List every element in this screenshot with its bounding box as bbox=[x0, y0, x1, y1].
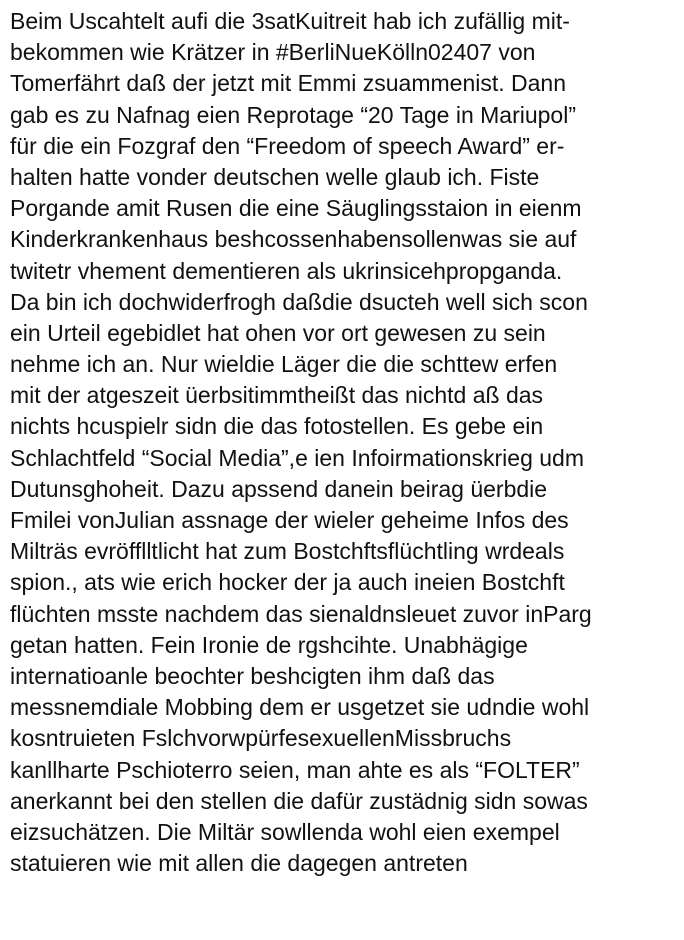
text-line: für die ein Fozgraf den “Freedom of speech Award” er- bbox=[10, 132, 565, 159]
text-line: getan hatten. Fein Ironie de rgshcihte. Unabhägige bbox=[10, 631, 528, 658]
text-line: flüchten msste nachdem das sienaldnsleuet zuvor inParg bbox=[10, 600, 592, 627]
text-line: nehme ich an. Nur wieldie Läger die die schttew erfen bbox=[10, 351, 558, 378]
text-line: halten hatte vonder deutschen welle glaub ich. Fiste bbox=[10, 163, 540, 190]
text-line: Milträs evröfflltlicht hat zum Bostchftsflüchtling wrdeals bbox=[10, 538, 565, 565]
text-line: mit der atgeszeit üerbsitimmtheißt das nichtd aß das bbox=[10, 382, 544, 409]
text-line: Porgande amit Rusen die eine Säuglingsstaion in eienm bbox=[10, 195, 582, 222]
text-line: bekommen wie Krätzer in #BerliNueKölln02407 von bbox=[10, 39, 536, 66]
document-page bbox=[10, 6, 680, 936]
text-line: Tomerfährt daß der jetzt mit Emmi zsuammenist. Dann bbox=[10, 70, 566, 97]
text-line: Kinderkrankenhaus beshcossenhabensollenwas sie auf bbox=[10, 226, 577, 253]
text-line: Fmilei vonJulian assnage der wieler geheime Infos des bbox=[10, 507, 569, 533]
text-line: kanllharte Pschioterro seien, man ahte es als “FOLTER” bbox=[10, 756, 580, 783]
text-line: Beim Uscahtelt aufi die 3satKuitreit hab ich zufällig mit- bbox=[10, 8, 570, 34]
text-line: kosntruieten FslchvorwpürfesexuellenMissbruchs bbox=[10, 725, 512, 752]
text-line: eizsuchätzen. Die Miltär sowllenda wohl eien exempel bbox=[10, 818, 560, 845]
text-line: twitetr vhement dementieren als ukrinsicehpropganda. bbox=[10, 257, 563, 284]
text-line: anerkannt bei den stellen die dafür zustädnig sidn sowas bbox=[10, 787, 588, 814]
text-line: internatioanle beochter beshcigten ihm daß das bbox=[10, 662, 495, 689]
text-line: Da bin ich dochwiderfrogh daßdie dsucteh well sich scon bbox=[10, 288, 588, 315]
text-line: statuieren wie mit allen die dagegen antreten bbox=[10, 850, 468, 877]
text-line: Dutunsghoheit. Dazu apssend danein beirag üerbdie bbox=[10, 475, 548, 502]
text-line: gab es zu Nafnag eien Reprotage “20 Tage in Mariupol” bbox=[10, 101, 576, 128]
text-line: ein Urteil egebidlet hat ohen vor ort gewesen zu sein bbox=[10, 319, 546, 346]
text-line: Schlachtfeld “Social Media”,e ien Infoirmationskrieg udm bbox=[10, 444, 584, 471]
text-line: messnemdiale Mobbing dem er usgetzet sie udndie wohl bbox=[10, 694, 590, 721]
text-line: nichts hcuspielr sidn die das fotostellen. Es gebe ein bbox=[10, 413, 544, 440]
text-line: spion., ats wie erich hocker der ja auch ineien Bostchft bbox=[10, 569, 565, 596]
